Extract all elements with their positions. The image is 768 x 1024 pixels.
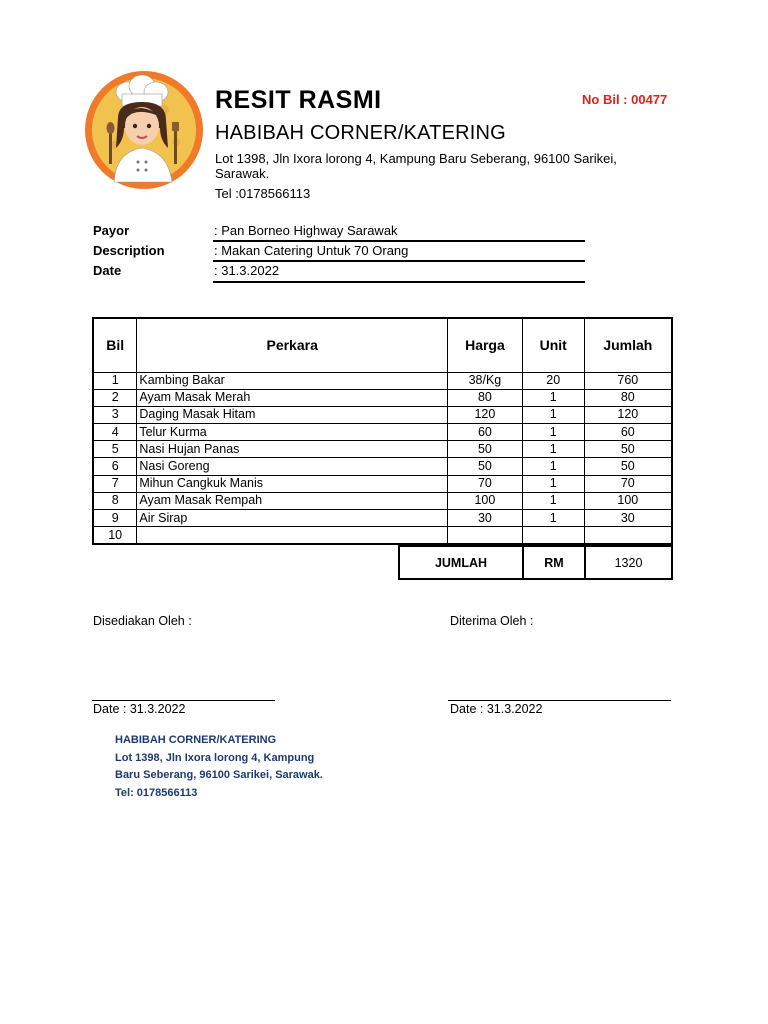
prepared-signature-line: [92, 700, 275, 701]
table-row: [93, 527, 672, 544]
cell-perkara: Daging Masak Hitam: [137, 406, 448, 423]
table-header-row: [93, 318, 672, 372]
table-row: [93, 441, 672, 458]
cell-harga: 70: [448, 475, 523, 492]
cell-harga: 50: [448, 458, 523, 475]
cell-unit: [522, 527, 584, 544]
description-underline: [213, 260, 585, 262]
total-value: 1320: [584, 545, 673, 580]
cell-perkara: Ayam Masak Rempah: [137, 492, 448, 509]
cell-unit: 1: [522, 441, 584, 458]
chef-logo-icon: [84, 70, 204, 190]
cell-unit: 1: [522, 458, 584, 475]
cell-perkara: Air Sirap: [137, 510, 448, 527]
description-value: : Makan Catering Untuk 70 Orang: [214, 243, 409, 258]
cell-bil: 4: [93, 424, 137, 441]
company-tel: Tel :0178566113: [215, 186, 311, 201]
cell-jumlah: 80: [584, 389, 672, 406]
cell-bil: 9: [93, 510, 137, 527]
cell-bil: 6: [93, 458, 137, 475]
cell-bil: 2: [93, 389, 137, 406]
received-signature-line: [448, 700, 671, 701]
cell-perkara: [137, 527, 448, 544]
cell-unit: 1: [522, 424, 584, 441]
receipt-title: RESIT RASMI: [215, 86, 382, 114]
total-currency: RM: [522, 545, 586, 580]
items-table: [92, 317, 673, 545]
cell-perkara: Telur Kurma: [137, 424, 448, 441]
payor-underline: [213, 240, 585, 242]
date-underline: [213, 281, 585, 283]
table-row: [93, 492, 672, 509]
header-bil: Bil: [93, 318, 137, 372]
prepared-date: Date : 31.3.2022: [93, 702, 186, 716]
cell-unit: 1: [522, 492, 584, 509]
table-row: [93, 424, 672, 441]
header-unit: Unit: [522, 318, 584, 372]
cell-unit: 1: [522, 406, 584, 423]
cell-unit: 1: [522, 510, 584, 527]
table-row: [93, 406, 672, 423]
prepared-by-label: Disediakan Oleh :: [93, 614, 192, 628]
cell-unit: 20: [522, 372, 584, 389]
received-date: Date : 31.3.2022: [450, 702, 543, 716]
cell-bil: 8: [93, 492, 137, 509]
cell-jumlah: 60: [584, 424, 672, 441]
cell-harga: 120: [448, 406, 523, 423]
cell-jumlah: 760: [584, 372, 672, 389]
total-label: JUMLAH: [398, 545, 524, 580]
cell-harga: 60: [448, 424, 523, 441]
cell-jumlah: [584, 527, 672, 544]
received-by-label: Diterima Oleh :: [450, 614, 534, 628]
cell-jumlah: 50: [584, 441, 672, 458]
table-row: [93, 389, 672, 406]
footer-address-line: Lot 1398, Jln Ixora lorong 4, Kampung: [115, 751, 315, 764]
cell-unit: 1: [522, 475, 584, 492]
cell-perkara: Nasi Goreng: [137, 458, 448, 475]
cell-harga: 100: [448, 492, 523, 509]
cell-jumlah: 100: [584, 492, 672, 509]
cell-harga: 30: [448, 510, 523, 527]
cell-bil: 1: [93, 372, 137, 389]
cell-perkara: Kambing Bakar: [137, 372, 448, 389]
cell-perkara: Ayam Masak Merah: [137, 389, 448, 406]
cell-harga: 38/Kg: [448, 372, 523, 389]
company-name: HABIBAH CORNER/KATERING: [215, 122, 506, 144]
cell-unit: 1: [522, 389, 584, 406]
payor-label: Payor: [93, 223, 130, 238]
table-row: [93, 475, 672, 492]
header-harga: Harga: [448, 318, 523, 372]
description-label: Description: [93, 243, 165, 258]
date-value: : 31.3.2022: [214, 263, 280, 278]
company-address: Lot 1398, Jln Ixora lorong 4, Kampung Baru Seberang, 96100 Sarikei, Sarawak.: [215, 151, 617, 181]
cell-jumlah: 70: [584, 475, 672, 492]
cell-bil: 5: [93, 441, 137, 458]
footer-address-block: [115, 732, 323, 802]
cell-harga: 80: [448, 389, 523, 406]
header-perkara: Perkara: [137, 318, 448, 372]
footer-tel: Tel: 0178566113: [115, 786, 198, 799]
cell-harga: 50: [448, 441, 523, 458]
date-label: Date: [93, 263, 122, 278]
cell-bil: 7: [93, 475, 137, 492]
cell-harga: [448, 527, 523, 544]
cell-bil: 10: [93, 527, 137, 544]
table-row: [93, 458, 672, 475]
payor-value: : Pan Borneo Highway Sarawak: [214, 223, 398, 238]
table-row: [93, 510, 672, 527]
cell-perkara: Mihun Cangkuk Manis: [137, 475, 448, 492]
footer-company: HABIBAH CORNER/KATERING: [115, 734, 277, 746]
footer-address-line: Baru Seberang, 96100 Sarikei, Sarawak.: [115, 769, 323, 781]
bill-number: No Bil : 00477: [582, 92, 668, 107]
cell-jumlah: 50: [584, 458, 672, 475]
cell-jumlah: 30: [584, 510, 672, 527]
cell-jumlah: 120: [584, 406, 672, 423]
table-row: [93, 372, 672, 389]
cell-perkara: Nasi Hujan Panas: [137, 441, 448, 458]
header-jumlah: Jumlah: [584, 318, 672, 372]
cell-bil: 3: [93, 406, 137, 423]
